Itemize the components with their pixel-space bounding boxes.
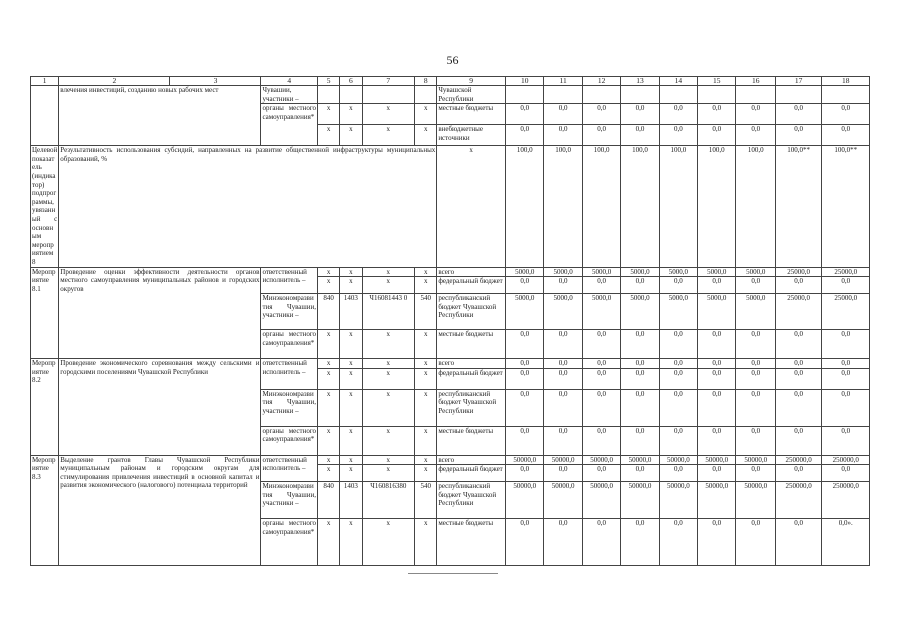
code-section: x [340,389,362,426]
code-target: x [362,465,415,482]
code-expense: x [415,330,437,359]
code-section: x [340,104,362,125]
value-cell: 50000,0 [659,482,697,519]
funding-source: республиканский бюджет Чувашской Республики [437,482,506,519]
value-cell: 0,0 [506,426,544,455]
code-target: x [362,267,415,277]
value-cell [659,86,697,104]
activity-description: Проведение экономического соревнования между сельскими и городскими поселениями Чувашской Республики [59,359,261,456]
activity-description: влечения инвестиций, созданию новых рабочих мест [59,86,261,146]
code-grbs: x [318,125,340,146]
value-cell: 0,0 [775,104,821,125]
code-target: x [362,359,415,369]
col-header: 4 [261,77,318,86]
value-cell: 5000,0 [621,267,659,277]
value-cell: 0,0 [736,277,775,294]
value-cell: 0,0 [775,465,821,482]
executor-ministry: Минэкономразвития Чувашии, участники – [261,389,318,426]
funding-source: республиканский бюджет Чувашской Республики [437,389,506,426]
col-header: 10 [506,77,544,86]
col-header: 7 [362,77,415,86]
col-header: 14 [659,77,697,86]
value-cell: 0,0 [822,104,870,125]
value-cell: 0,0 [506,359,544,369]
value-cell: 0,0 [698,125,736,146]
indicator-value: 100,0** [775,146,821,267]
value-cell: 0,0 [621,359,659,369]
code-expense: 540 [415,482,437,519]
value-cell: 0,0 [698,389,736,426]
value-cell: 5000,0 [544,294,582,330]
indicator-value: 100,0 [544,146,582,267]
code-expense: x [415,368,437,389]
code-expense: x [415,104,437,125]
value-cell: 0,0 [544,359,582,369]
value-cell: 0,0 [621,277,659,294]
code-grbs: x [318,465,340,482]
activity-8-3-row [31,455,870,465]
value-cell: 0,0 [582,125,620,146]
code-grbs: x [318,277,340,294]
value-cell: 50000,0 [544,482,582,519]
value-cell: 0,0 [736,519,775,566]
value-cell: 0,0 [822,330,870,359]
code-grbs: x [318,519,340,566]
value-cell: 25000,0 [775,294,821,330]
value-cell [736,86,775,104]
col-header: 8 [415,77,437,86]
executor-responsible: ответственный исполнитель – [261,359,318,390]
code-expense: x [415,465,437,482]
value-cell: 0,0 [621,330,659,359]
col-header: 6 [340,77,362,86]
value-cell: 5000,0 [659,294,697,330]
value-cell: 0,0 [659,426,697,455]
value-cell: 0,0 [544,426,582,455]
code-expense: x [415,125,437,146]
code-section: x [340,368,362,389]
value-cell [822,86,870,104]
executor-responsible: ответственный исполнитель – [261,267,318,294]
value-cell: 0,0 [621,104,659,125]
code-target: x [362,426,415,455]
executor-participants: органы местного самоуправления* [261,426,318,455]
activity-description: Проведение оценки эффективности деятельности органов местного самоуправления муниципальных районов и городских округов [59,267,261,359]
value-cell: 0,0 [736,465,775,482]
value-cell: 50000,0 [582,455,620,465]
value-cell: 0,0 [659,277,697,294]
code-expense: x [415,426,437,455]
value-cell: 0,0 [659,359,697,369]
activity-8-2-row [31,359,870,369]
code-section: x [340,519,362,566]
value-cell: 0,0 [775,359,821,369]
col-header: 13 [621,77,659,86]
value-cell: 0,0 [621,426,659,455]
indicator-value: 100,0 [736,146,775,267]
code-section: x [340,465,362,482]
value-cell: 0,0 [659,330,697,359]
funding-source: федеральный бюджет [437,465,506,482]
activity-description: Выделение грантов Главы Чувашской Республики муниципальным районам и городским округам для стимулирования привлечения инвестиций в основной капитал и развития экономического (налогового) потенциала территорий [59,455,261,566]
funding-source: федеральный бюджет [437,277,506,294]
code-grbs: 840 [318,482,340,519]
value-cell: 0,0». [822,519,870,566]
funding-source: всего [437,267,506,277]
value-cell [506,86,544,104]
code-expense: x [415,267,437,277]
value-cell: 50000,0 [582,482,620,519]
value-cell: 50000,0 [621,455,659,465]
value-cell: 50000,0 [621,482,659,519]
value-cell: 0,0 [582,465,620,482]
value-cell: 250000,0 [822,455,870,465]
code-target: Ч16081443 0 [362,294,415,330]
code-target: Ч160816380 [362,482,415,519]
value-cell: 0,0 [582,519,620,566]
executor-participants: органы местного самоуправления* [261,104,318,146]
code-grbs [318,86,340,104]
value-cell: 0,0 [775,368,821,389]
value-cell: 5000,0 [582,267,620,277]
value-cell: 5000,0 [659,267,697,277]
value-cell: 5000,0 [621,294,659,330]
value-cell: 0,0 [582,368,620,389]
value-cell: 0,0 [544,465,582,482]
activity-8-1-row [31,267,870,277]
code-target: x [362,104,415,125]
indicator-text: Результативность использования субсидий, направленных на развитие общественной инфраструктуры муниципальных образований, % [59,146,437,267]
value-cell: 0,0 [698,277,736,294]
code-expense: x [415,455,437,465]
code-section: x [340,267,362,277]
col-header: 2 [59,77,170,86]
value-cell: 0,0 [544,330,582,359]
indicator-value: 100,0 [621,146,659,267]
activity-label: Мероприятие 8.3 [31,455,59,566]
value-cell: 0,0 [582,389,620,426]
code-grbs: x [318,368,340,389]
value-cell: 0,0 [506,465,544,482]
activity-label: Мероприятие 8.1 [31,267,59,359]
value-cell: 0,0 [736,426,775,455]
col-header: 1 [31,77,59,86]
indicator-value: 100,0** [822,146,870,267]
value-cell: 0,0 [506,125,544,146]
funding-source: местные бюджеты [437,519,506,566]
value-cell: 250000,0 [822,482,870,519]
code-section: x [340,277,362,294]
value-cell [698,86,736,104]
value-cell: 0,0 [659,389,697,426]
value-cell: 5000,0 [698,294,736,330]
code-expense [415,86,437,104]
code-grbs: x [318,104,340,125]
code-expense: x [415,519,437,566]
value-cell [582,86,620,104]
value-cell: 0,0 [775,426,821,455]
value-cell: 0,0 [544,368,582,389]
value-cell: 50000,0 [544,455,582,465]
code-grbs: x [318,455,340,465]
value-cell: 0,0 [698,359,736,369]
value-cell [621,86,659,104]
executor-participants: органы местного самоуправления* [261,519,318,566]
executor-participants-top: Чувашии, участники – [261,86,318,104]
value-cell: 0,0 [822,368,870,389]
funding-source: местные бюджеты [437,330,506,359]
value-cell: 5000,0 [736,267,775,277]
col-header: 9 [437,77,506,86]
value-cell: 0,0 [582,104,620,125]
funding-source: всего [437,359,506,369]
value-cell: 0,0 [621,465,659,482]
value-cell: 0,0 [736,359,775,369]
bottom-rule [408,573,498,574]
value-cell: 0,0 [659,519,697,566]
col-header: 3 [170,77,261,86]
value-cell: 0,0 [544,519,582,566]
value-cell: 25000,0 [822,267,870,277]
indicator-value: 100,0 [698,146,736,267]
value-cell: 0,0 [698,465,736,482]
value-cell: 0,0 [659,465,697,482]
value-cell: 50000,0 [659,455,697,465]
indicator-value: 100,0 [582,146,620,267]
value-cell: 5000,0 [506,294,544,330]
col-header: 18 [822,77,870,86]
value-cell: 0,0 [775,125,821,146]
value-cell: 0,0 [822,359,870,369]
value-cell: 0,0 [544,125,582,146]
indicator-label: Целевой показатель (индикатор) подпрограммы, увязанный с основным мероприятием 8 [32,146,58,266]
indicator-value: 100,0 [506,146,544,267]
col-header: 12 [582,77,620,86]
value-cell: 0,0 [621,389,659,426]
value-cell: 0,0 [822,465,870,482]
funding-source: местные бюджеты [437,104,506,125]
value-cell: 0,0 [698,330,736,359]
value-cell: 0,0 [659,368,697,389]
value-cell: 0,0 [822,125,870,146]
indicator-marker: x [437,146,506,267]
indicator-value: 100,0 [659,146,697,267]
code-grbs: x [318,267,340,277]
code-expense: x [415,389,437,426]
col-header: 11 [544,77,582,86]
value-cell: 50000,0 [736,482,775,519]
executor-participants: органы местного самоуправления* [261,330,318,359]
code-target: x [362,519,415,566]
indicator-row [31,146,870,267]
value-cell: 0,0 [775,330,821,359]
code-target: x [362,125,415,146]
value-cell: 0,0 [775,519,821,566]
value-cell: 25000,0 [775,267,821,277]
activity-label: Мероприятие 8.2 [31,359,59,456]
value-cell: 5000,0 [698,267,736,277]
value-cell: 0,0 [544,389,582,426]
code-grbs: x [318,359,340,369]
code-grbs: x [318,426,340,455]
value-cell: 0,0 [822,389,870,426]
funding-source: республиканский бюджет Чувашской Республики [437,294,506,330]
funding-source: всего [437,455,506,465]
value-cell: 0,0 [822,277,870,294]
code-grbs: x [318,389,340,426]
code-section: x [340,455,362,465]
code-grbs: 840 [318,294,340,330]
value-cell: 0,0 [822,426,870,455]
col-header: 16 [736,77,775,86]
col-header: 5 [318,77,340,86]
code-section [340,86,362,104]
value-cell: 0,0 [775,389,821,426]
value-cell: 0,0 [775,277,821,294]
code-expense: 540 [415,294,437,330]
col-header: 15 [698,77,736,86]
value-cell: 0,0 [736,330,775,359]
value-cell: 0,0 [736,389,775,426]
code-section: 1403 [340,294,362,330]
value-cell: 0,0 [582,359,620,369]
value-cell: 0,0 [621,519,659,566]
value-cell: 0,0 [736,125,775,146]
value-cell: 50000,0 [506,455,544,465]
value-cell: 0,0 [621,368,659,389]
value-cell: 0,0 [544,277,582,294]
page-number: 56 [446,53,459,67]
value-cell: 250000,0 [775,455,821,465]
value-cell: 0,0 [506,104,544,125]
value-cell: 0,0 [659,104,697,125]
value-cell: 0,0 [506,330,544,359]
value-cell: 0,0 [736,104,775,125]
value-cell: 50000,0 [698,455,736,465]
value-cell: 0,0 [659,125,697,146]
value-cell: 5000,0 [506,267,544,277]
column-number-row [31,77,870,86]
value-cell: 25000,0 [822,294,870,330]
executor-ministry: Минэкономразвития Чувашии, участники – [261,294,318,330]
value-cell: 5000,0 [544,267,582,277]
executor-responsible: ответственный исполнитель – [261,455,318,482]
value-cell: 0,0 [582,330,620,359]
value-cell: 0,0 [506,277,544,294]
code-section: x [340,426,362,455]
funding-source: Чувашской Республики [437,86,506,104]
code-target: x [362,368,415,389]
activity-label [31,86,59,146]
value-cell: 50000,0 [736,455,775,465]
code-target: x [362,389,415,426]
value-cell: 0,0 [582,426,620,455]
value-cell: 0,0 [621,125,659,146]
value-cell: 50000,0 [506,482,544,519]
value-cell [544,86,582,104]
value-cell: 5000,0 [736,294,775,330]
code-section: x [340,359,362,369]
code-section: x [340,125,362,146]
code-target [362,86,415,104]
code-section: 1403 [340,482,362,519]
value-cell: 0,0 [698,104,736,125]
value-cell: 5000,0 [582,294,620,330]
code-expense: x [415,359,437,369]
continuation-row [31,86,870,104]
value-cell: 0,0 [506,389,544,426]
code-grbs: x [318,330,340,359]
col-header: 17 [775,77,821,86]
value-cell: 0,0 [582,277,620,294]
funding-source: федеральный бюджет [437,368,506,389]
value-cell: 50000,0 [698,482,736,519]
value-cell: 0,0 [506,368,544,389]
funding-source: внебюджетные источники [437,125,506,146]
code-target: x [362,330,415,359]
value-cell: 0,0 [698,519,736,566]
value-cell [775,86,821,104]
value-cell: 0,0 [698,368,736,389]
value-cell: 0,0 [506,519,544,566]
value-cell: 0,0 [544,104,582,125]
budget-table [30,76,870,566]
code-target: x [362,277,415,294]
code-target: x [362,455,415,465]
value-cell: 250000,0 [775,482,821,519]
funding-source: местные бюджеты [437,426,506,455]
code-expense: x [415,277,437,294]
code-section: x [340,330,362,359]
value-cell: 0,0 [698,426,736,455]
value-cell: 0,0 [736,368,775,389]
executor-ministry: Минэкономразвития Чувашии, участники – [261,482,318,519]
